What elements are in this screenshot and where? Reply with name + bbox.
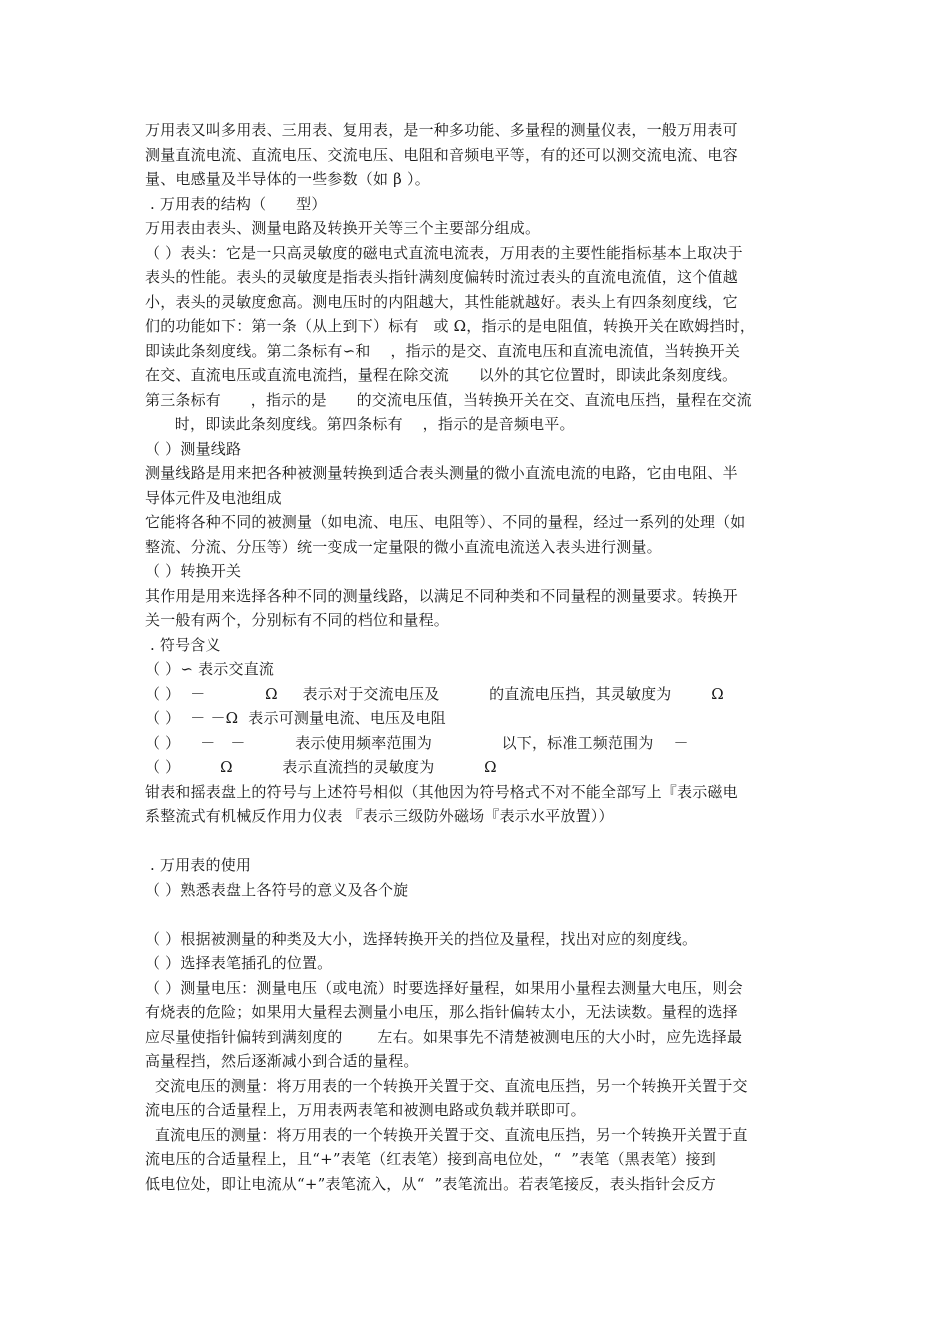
paragraph-line: 钳表和摇表盘上的符号与上述符号相似（其他因为符号格式不对不能全部写上『表示磁电 [145,782,738,801]
paragraph-line: 测量直流电流、直流电压、交流电压、电阻和音频电平等，有的还可以测交流电流、电容 [145,145,738,164]
paragraph-line: 它能将各种不同的被测量（如电流、电压、电阻等）、不同的量程，经过一系列的处理（如 [145,513,746,531]
paragraph-line: 即读此条刻度线。第二条标有∽和 ，指示的是交、直流电压和直流电流值，当转换开关 [145,341,741,360]
paragraph-line: （ ）熟悉表盘上各符号的意义及各个旋 [145,880,409,899]
paragraph-line: 流电压的合适量程上，万用表两表笔和被测电路或负载并联即可。 [145,1101,586,1119]
symbol-item: （ ） － Ω 表示对于交流电压及 的直流电压挡，其灵敏度为 Ω [145,684,724,703]
paragraph-line: （ ）选择表笔插孔的位置。 [145,954,333,972]
paragraph-line: 应尽量使指针偏转到满刻度的 左右。如果事先不清楚被测电压的大小时，应先选择最 [145,1027,743,1046]
blank-line [145,902,815,927]
paragraph-line: （ ）表头：它是一只高灵敏度的磁电式直流电流表，万用表的主要性能指标基本上取决于 [145,243,743,262]
paragraph-line: 系整流式有机械反作用力仪表 『表示三级防外磁场『表示水平放置）） [145,807,614,825]
symbol-item: （ ） Ω 表示直流挡的灵敏度为 Ω [145,758,497,776]
section-heading: . 万用表的结构（ 型） [145,194,327,213]
symbol-item: （ ） － － 表示使用频率范围为 以下，标准工频范围为 － [145,733,689,752]
paragraph-line: 万用表由表头、测量电路及转换开关等三个主要部分组成。 [145,219,541,237]
paragraph-line: 量、电感量及半导体的一些参数（如 β ）。 [145,170,430,188]
paragraph-line: 关一般有两个，分别标有不同的档位和量程。 [145,611,450,629]
paragraph-line: 第三条标有 ，指示的是 的交流电压值，当转换开关在交、直流电压挡，量程在交流 [145,390,752,409]
paragraph-line: 直流电压的测量：将万用表的一个转换开关置于交、直流电压挡，另一个转换开关置于直 [145,1125,748,1144]
section-heading: . 符号含义 [145,635,221,654]
blank-line [145,829,815,854]
paragraph-line: 时，即读此条刻度线。第四条标有 ，指示的是音频电平。 [145,415,575,433]
paragraph-line: 导体元件及电池组成 [145,488,282,507]
paragraph-line: 小，表头的灵敏度愈高。测电压时的内阻越大，其性能就越好。表头上有四条刻度线，它 [145,292,738,311]
symbol-item: （ ） － －Ω 表示可测量电流、电压及电阻 [145,709,446,727]
section-heading: . 万用表的使用 [145,856,252,874]
paragraph-line: 高量程挡，然后逐渐减小到合适的量程。 [145,1052,419,1070]
paragraph-line: 们的功能如下：第一条（从上到下）标有 或 Ω，指示的是电阻值，转换开关在欧姆挡时， [145,317,756,335]
paragraph-line: 测量线路是用来把各种被测量转换到适合表头测量的微小直流电流的电路，它由电阻、半 [145,464,738,482]
paragraph-line: 在交、直流电压或直流电流挡，量程在除交流 以外的其它位置时，即读此条刻度线。 [145,366,738,384]
document-body [145,118,815,1196]
subsection-heading: （ ）转换开关 [145,562,242,580]
paragraph-line: （ ）根据被测量的种类及大小，选择转换开关的挡位及量程，找出对应的刻度线。 [145,929,698,948]
paragraph-line: （ ）测量电压：测量电压（或电流）时要选择好量程，如果用小量程去测量大电压，则会 [145,978,743,997]
paragraph-line: 其作用是用来选择各种不同的测量线路，以满足不同种类和不同量程的测量要求。转换开 [145,586,738,605]
paragraph-line: 低电位处，即让电流从“+”表笔流入，从“ ”表笔流出。若表笔接反，表头指针会反方 [145,1174,716,1193]
subsection-heading: （ ）测量线路 [145,439,242,458]
paragraph-line: 交流电压的测量：将万用表的一个转换开关置于交、直流电压挡，另一个转换开关置于交 [145,1076,748,1095]
paragraph-line: 流电压的合适量程上，且“+”表笔（红表笔）接到高电位处，“ ”表笔（黑表笔）接到 [145,1150,716,1168]
paragraph-line: 整流、分流、分压等）统一变成一定量限的微小直流电流送入表头进行测量。 [145,537,662,556]
paragraph-line: 有烧表的危险；如果用大量程去测量小电压，那么指针偏转太小，无法读数。量程的选择 [145,1003,738,1021]
paragraph-line: 万用表又叫多用表、三用表、复用表，是一种多功能、多量程的测量仪表，一般万用表可 [145,121,738,139]
paragraph-line: 表头的性能。表头的灵敏度是指表头指针满刻度偏转时流过表头的直流电流值，这个值越 [145,268,738,286]
symbol-item: （ ）∽ 表示交直流 [145,660,275,678]
